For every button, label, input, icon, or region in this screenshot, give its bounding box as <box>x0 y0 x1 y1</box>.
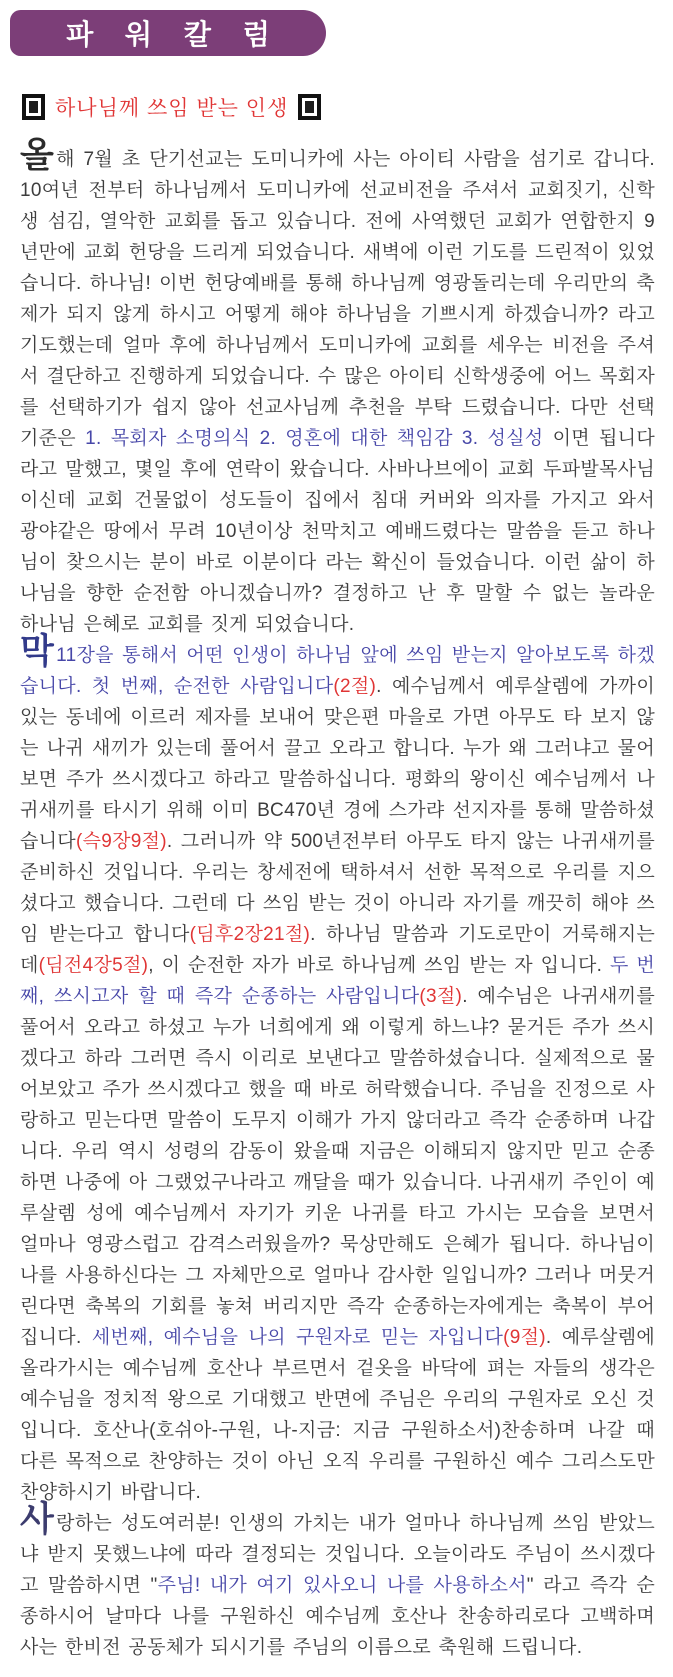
article-paragraph <box>20 632 656 1508</box>
drop-cap: 사 <box>20 1500 55 1539</box>
text-segment-red: (딤후2장21절) <box>189 924 311 945</box>
drop-cap: 올 <box>20 136 55 175</box>
article-title: 하나님께 쓰임 받는 인생 <box>55 97 289 120</box>
filled-square-icon-inner <box>29 101 38 113</box>
text-segment-body: 랑하는 성도여러분! 인생의 가치는 내가 얼마나 하나님께 쓰임 받았느냐 받지 못했느냐에 따라 결정되는 것입니다. 오늘이라도 주님이 쓰시겠다고 말씀하시면 " <box>20 1513 655 1596</box>
text-segment-body: 이면 됩니다 라고 말했고, 몇일 후에 연락이 왔습니다. 사바나브에이 교회 두파발목사님이신데 교회 건물없이 성도들이 집에서 침대 커버와 의자를 가지고 와서 광야같은 땅에서 무려 10년이상 천막치고 예배드렸다는 말씀을 듣고 하나님이 찾으시는 분이 바로 이분이다 라는 확신이 들었습니다. 이런 삶이 하나님을 향한 순전함 아니겠습니까? 결정하고 난 후 말할 수 없는 놀라운 하나님 은혜로 교회를 짓게 되었습니다. <box>20 428 655 635</box>
text-segment-blue: 1. 목회자 소명의식 2. 영혼에 대한 책임감 3. 성실성 <box>85 428 544 449</box>
text-segment-body: . 예수님께서 예루살렘에 가까이 있는 동네에 이르러 제자를 보내어 맞은편 마을로 가면 아무도 타 보지 않는 나귀 새끼가 있는데 풀어서 끌고 오라고 합니다. 누가 왜 그러냐고 물어보면 주가 쓰시겠다고 하라고 말씀하십니다. 평화의 왕이신 예수님께서 나귀새끼를 타시기 위해 이미 BC470년 경에 스가랴 선지자를 통해 말씀하셨습니다 <box>20 676 655 852</box>
text-segment-red: (2절) <box>333 676 377 697</box>
text-segment-blue: 주님! 내가 여기 있사오니 나를 사용하소서 <box>157 1575 527 1596</box>
text-segment-red: (9절) <box>503 1327 546 1348</box>
text-segment-blue: 두 번째, 쓰시고자 할 때 즉각 순종하는 사람입니다 <box>20 955 656 1007</box>
article-subtitle-row <box>22 92 655 122</box>
article-paragraph <box>20 1500 655 1663</box>
article-paragraph <box>20 136 655 640</box>
article-body <box>20 136 656 1663</box>
text-segment-body: . 예루살렘에 올라가시는 예수님께 호산나 부르면서 겉옷을 바닥에 펴는 자들의 생각은 예수님을 정치적 왕으로 기대했고 반면에 주님은 우리의 구원자로 오신 것입니다. 호산나(호쉬아-구원, 나-지금: 지금 구원하소서)찬송하며 나갈 때 다른 목적으로 찬양하는 것이 아닌 오직 우리를 구원하신 예수 그리스도만 찬양하시기 바랍니다. <box>20 1327 655 1503</box>
text-segment-red: (딤전4장5절) <box>38 955 149 976</box>
filled-square-icon <box>298 94 321 120</box>
banner-title: 파 워 칼 럼 <box>66 19 282 50</box>
text-segment-body: . 하나님 말씀과 기도로만이 거룩해지는데 <box>20 924 656 976</box>
text-segment-body: . 그러니까 약 500년전부터 아무도 타지 않는 나귀새끼를 준비하신 것입니다. 우리는 창세전에 택하셔서 선한 목적으로 우리를 지으셨다고 했습니다. 그런데 다 쓰임 받는 것이 아니라 자기를 깨끗히 해야 쓰임 받는다고 합니다 <box>20 831 655 945</box>
filled-square-icon <box>22 94 45 120</box>
text-segment-blue: 11장을 통해서 어떤 인생이 하나님 앞에 쓰임 받는지 알아보도록 하겠습니다. 첫 번째, 순전한 사람입니다 <box>20 645 655 697</box>
text-segment-red: (3절) <box>419 986 463 1007</box>
filled-square-icon-inner <box>305 101 314 113</box>
text-segment-body: 해 7월 초 단기선교는 도미니카에 사는 아이티 사람을 섬기로 갑니다. 10여년 전부터 하나님께서 도미니카에 선교비전을 주셔서 교회짓기, 신학생 섬김, 열악한 교회를 돕고 있습니다. 전에 사역했던 교회가 연합한지 9년만에 교회 헌당을 드리게 되었습니다. 새벽에 이런 기도를 드린적이 있었습니다. 하나님! 이번 헌당예배를 통해 하나님께 영광돌리는데 우리만의 축제가 되지 않게 하시고 어떻게 해야 하나님을 기쁘시게 하겠습니까? 라고 기도했는데 얼마 후에 하나님께서 도미니카에 교회를 세우는 비전을 주셔서 결단하고 진행하게 되었습니다. 수 많은 아이티 신학생중에 어느 목회자를 선택하기가 쉽지 않아 선교사님께 추천을 부탁 드렸습니다. 다만 선택 기준은 <box>20 149 655 449</box>
text-segment-red: (슥9장9절) <box>75 831 167 852</box>
drop-cap: 막 <box>20 632 55 671</box>
text-segment-blue: 세번째, 예수님을 나의 구원자로 믿는 자입니다 <box>91 1327 504 1348</box>
text-segment-body: , 이 순전한 자가 바로 하나님께 쓰임 받는 자 입니다. <box>148 955 610 976</box>
power-column-banner <box>10 10 326 56</box>
text-segment-body: " 라고 즉각 순종하시어 날마다 나를 구원하신 예수님께 호산나 찬송하리로다 고백하며 사는 한비전 공동체가 되시기를 주님의 이름으로 축원해 드립니다. <box>20 1575 655 1658</box>
text-segment-body: . 예수님은 나귀새끼를 풀어서 오라고 하셨고 누가 너희에게 왜 이렇게 하느냐? 묻거든 주가 쓰시겠다고 하라 그러면 즉시 이리로 보낸다고 말씀하셨습니다. 실제적으로 물어보았고 주가 쓰시겠다고 했을 때 바로 허락했습니다. 주님을 진정으로 사랑하고 믿는다면 말씀이 도무지 이해가 가지 않더라고 즉각 순종하며 나갑니다. 우리 역시 성령의 감동이 왔을때 지금은 이해되지 않지만 믿고 순종하면 나중에 아 그랬었구나라고 깨달을 때가 있습니다. 나귀새끼 주인이 예루살렘 성에 예수님께서 자기가 키운 나귀를 타고 가시는 모습을 보면서 얼마나 영광스럽고 감격스러웠을까? 묵상만해도 은혜가 됩니다. 하나님이 나를 사용하신다는 그 자체만으로 얼마나 감사한 일입니까? 그러나 머뭇거린다면 축복의 기회를 놓쳐 버리지만 즉각 순종하는자에게는 축복이 부어집니다. <box>20 986 656 1348</box>
